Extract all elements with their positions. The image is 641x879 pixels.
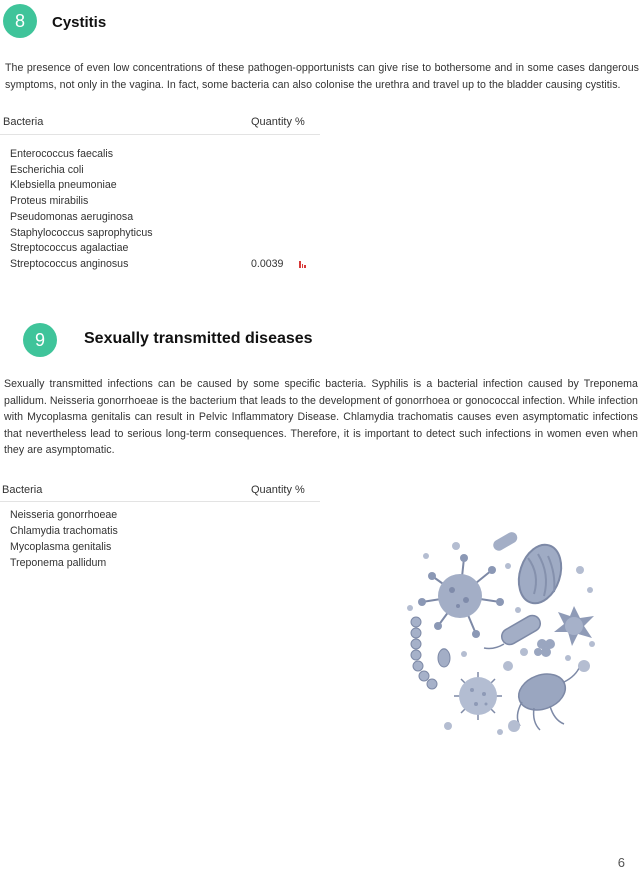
table-row: Escherichia coli [10,164,84,176]
table-row: Proteus mirabilis [10,195,89,207]
table-row: Treponema pallidum [10,557,107,569]
table-row: Klebsiella pneumoniae [10,179,117,191]
section-paragraph: Sexually transmitted infections can be caused by some specific bacteria. Syphilis is a bacterial infection caused by Treponema pallidum. Neisseria gonorrhoeae is the bacterium that leads to the development of gonorrhoea or gonococcal infection. While infection with Mycoplasma genitalis can result in Pelvic Inflammatory Disease. Chlamydia trachomatis causes even asymptomatic infections that nevertheless lead to serious long-term consequences. Therefore, it is important to detect such infections in women even when they are asymptomatic. [4,378,638,456]
section-title: Cystitis [52,14,107,31]
section-number-badge [23,323,57,357]
table-row: Pseudomonas aeruginosa [10,211,134,223]
column-header-quantity: Quantity % [251,484,305,496]
column-header-bacteria: Bacteria [2,484,43,496]
level-bars-icon [299,261,306,268]
table-row: Enterococcus faecalis [10,148,114,160]
section-title: Sexually transmitted diseases [84,330,313,347]
quantity-value: 0.0039 [251,258,284,270]
table-row: Streptococcus anginosus [10,258,129,270]
table-row: Streptococcus agalactiae [10,242,129,254]
table-header-divider [0,501,320,502]
column-header-quantity: Quantity % [251,116,305,128]
bacteria-illustration-icon [404,526,602,738]
section-paragraph: The presence of even low concentrations of these pathogen-opportunists can give rise to bothersome and in some cases dangerous symptoms, not only in the vagina. In fact, some bacteria can also colonise the urethra and travel up to the bladder causing cystitis. [5,62,639,91]
table-row: Mycoplasma genitalis [10,541,112,553]
section-number: 8 [14,10,25,31]
table-row: Neisseria gonorrhoeae [10,509,118,521]
table-row: Staphylococcus saprophyticus [10,227,153,239]
table-row: Chlamydia trachomatis [10,525,118,537]
column-header-bacteria: Bacteria [3,116,44,128]
table-header-divider [0,134,320,135]
section-number-badge [3,4,37,38]
section-number: 9 [34,329,45,350]
page-number: 6 [617,855,625,870]
